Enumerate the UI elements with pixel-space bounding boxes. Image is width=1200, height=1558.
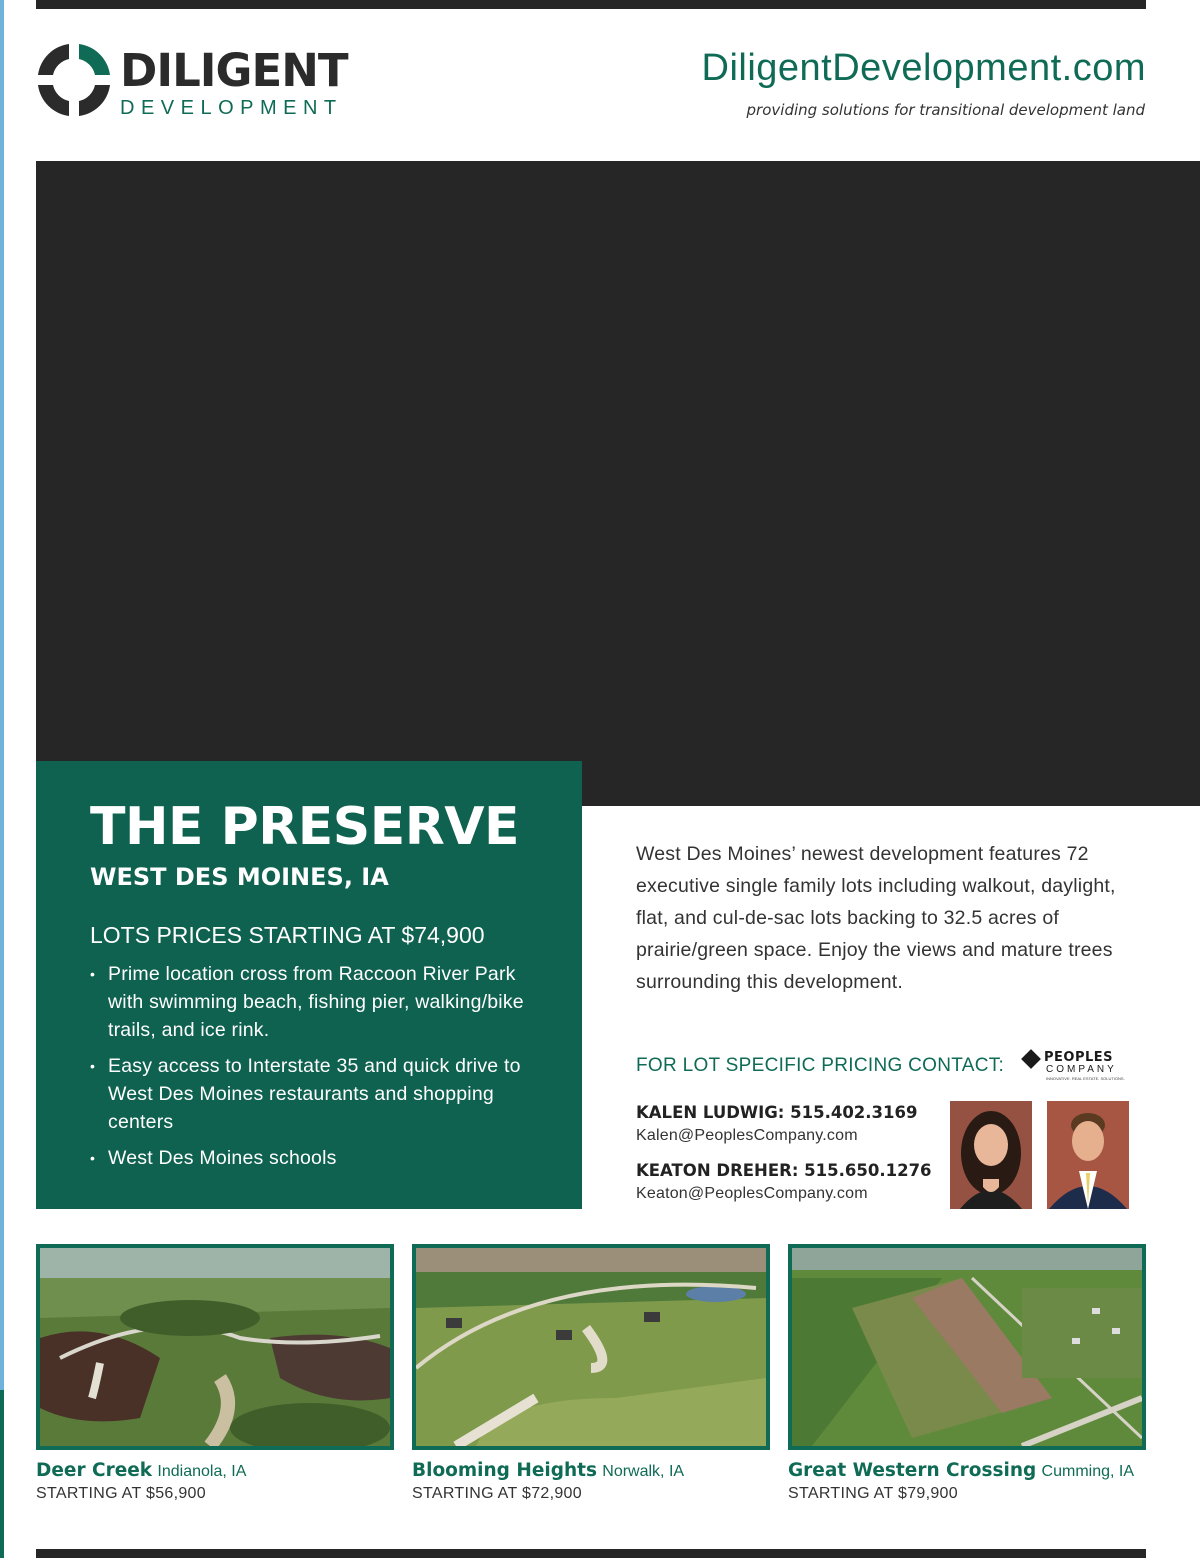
agent-name-phone: KALEN LUDWIG: 515.402.3169 — [636, 1103, 918, 1122]
listing-location: Norwalk, IA — [602, 1463, 685, 1480]
agent-photo-kalen — [950, 1101, 1032, 1209]
peoples-company-logo — [1022, 1050, 1134, 1086]
feature-bullet-text: Easy access to Interstate 35 and quick drive to West Des Moines restaurants and shopping centers — [108, 1054, 521, 1133]
listing-price: STARTING AT $72,900 — [412, 1484, 582, 1502]
agent-email-link[interactable]: Kalen@PeoplesCompany.com — [636, 1127, 858, 1144]
feature-bullet-list — [90, 960, 542, 1172]
listing-price: STARTING AT $79,900 — [788, 1484, 958, 1502]
feature-title: THE PRESERVE — [90, 797, 520, 857]
feature-city: WEST DES MOINES, IA — [90, 863, 389, 892]
listing-photo — [788, 1244, 1146, 1450]
peoples-diamond-icon — [1021, 1049, 1041, 1069]
listing-location: Indianola, IA — [157, 1463, 247, 1480]
feature-bullet-text: Prime location cross from Raccoon River Park with swimming beach, fishing pier, walking/bike trails, and ice rink. — [108, 962, 524, 1041]
feature-bullet — [90, 1052, 542, 1136]
logo-subtitle: DEVELOPMENT — [120, 97, 343, 119]
company-tagline: providing solutions for transitional development land — [746, 101, 1145, 119]
listing-name: Deer Creek — [36, 1460, 153, 1481]
bullet-icon: • — [90, 1057, 96, 1074]
hero-image — [36, 161, 1200, 806]
listing-title — [36, 1460, 394, 1483]
diligent-logo — [36, 42, 386, 122]
website-link[interactable]: DiligentDevelopment.com — [701, 47, 1146, 89]
listing-card[interactable] — [412, 1244, 770, 1503]
bottom-rule — [36, 1549, 1146, 1558]
feature-bullet — [90, 1144, 542, 1172]
listing-photo — [36, 1244, 394, 1450]
peoples-logo-sub: COMPANY — [1046, 1064, 1117, 1075]
logo-wordmark: DILIGENT — [120, 44, 348, 97]
peoples-logo-tagline: INNOVATIVE. REAL ESTATE. SOLUTIONS. — [1046, 1076, 1125, 1081]
feature-description: West Des Moines’ newest development features 72 executive single family lots including walkout, daylight, flat, and cul-de-sac lots backing to 32.5 acres of prairie/green space. Enjoy the views and mature trees surrounding this development. — [636, 843, 1116, 993]
feature-bullet-text: West Des Moines schools — [108, 1146, 337, 1169]
feature-price: LOTS PRICES STARTING AT $74,900 — [90, 921, 485, 948]
page-edge-accent — [0, 0, 4, 1390]
listing-title — [412, 1460, 770, 1483]
top-rule — [36, 0, 1146, 9]
listing-name: Great Western Crossing — [788, 1460, 1037, 1481]
peoples-logo-name: PEOPLES — [1044, 1050, 1114, 1065]
feature-panel — [36, 761, 582, 1209]
bullet-icon: • — [90, 965, 96, 982]
listing-location: Cumming, IA — [1041, 1463, 1134, 1480]
listing-card[interactable] — [36, 1244, 394, 1503]
listing-title — [788, 1460, 1146, 1483]
contact-heading: FOR LOT SPECIFIC PRICING CONTACT: — [636, 1055, 1005, 1076]
agent-email-link[interactable]: Keaton@PeoplesCompany.com — [636, 1185, 868, 1202]
bullet-icon: • — [90, 1149, 96, 1166]
feature-bullet — [90, 960, 542, 1044]
listing-price: STARTING AT $56,900 — [36, 1484, 206, 1502]
listing-card[interactable] — [788, 1244, 1146, 1503]
listing-photo — [412, 1244, 770, 1450]
agent-name-phone: KEATON DREHER: 515.650.1276 — [636, 1161, 932, 1180]
listing-name: Blooming Heights — [412, 1460, 597, 1481]
agent-photo-keaton — [1047, 1101, 1129, 1209]
logo-ring-icon — [36, 42, 112, 118]
page-edge-accent-green — [0, 1390, 4, 1558]
